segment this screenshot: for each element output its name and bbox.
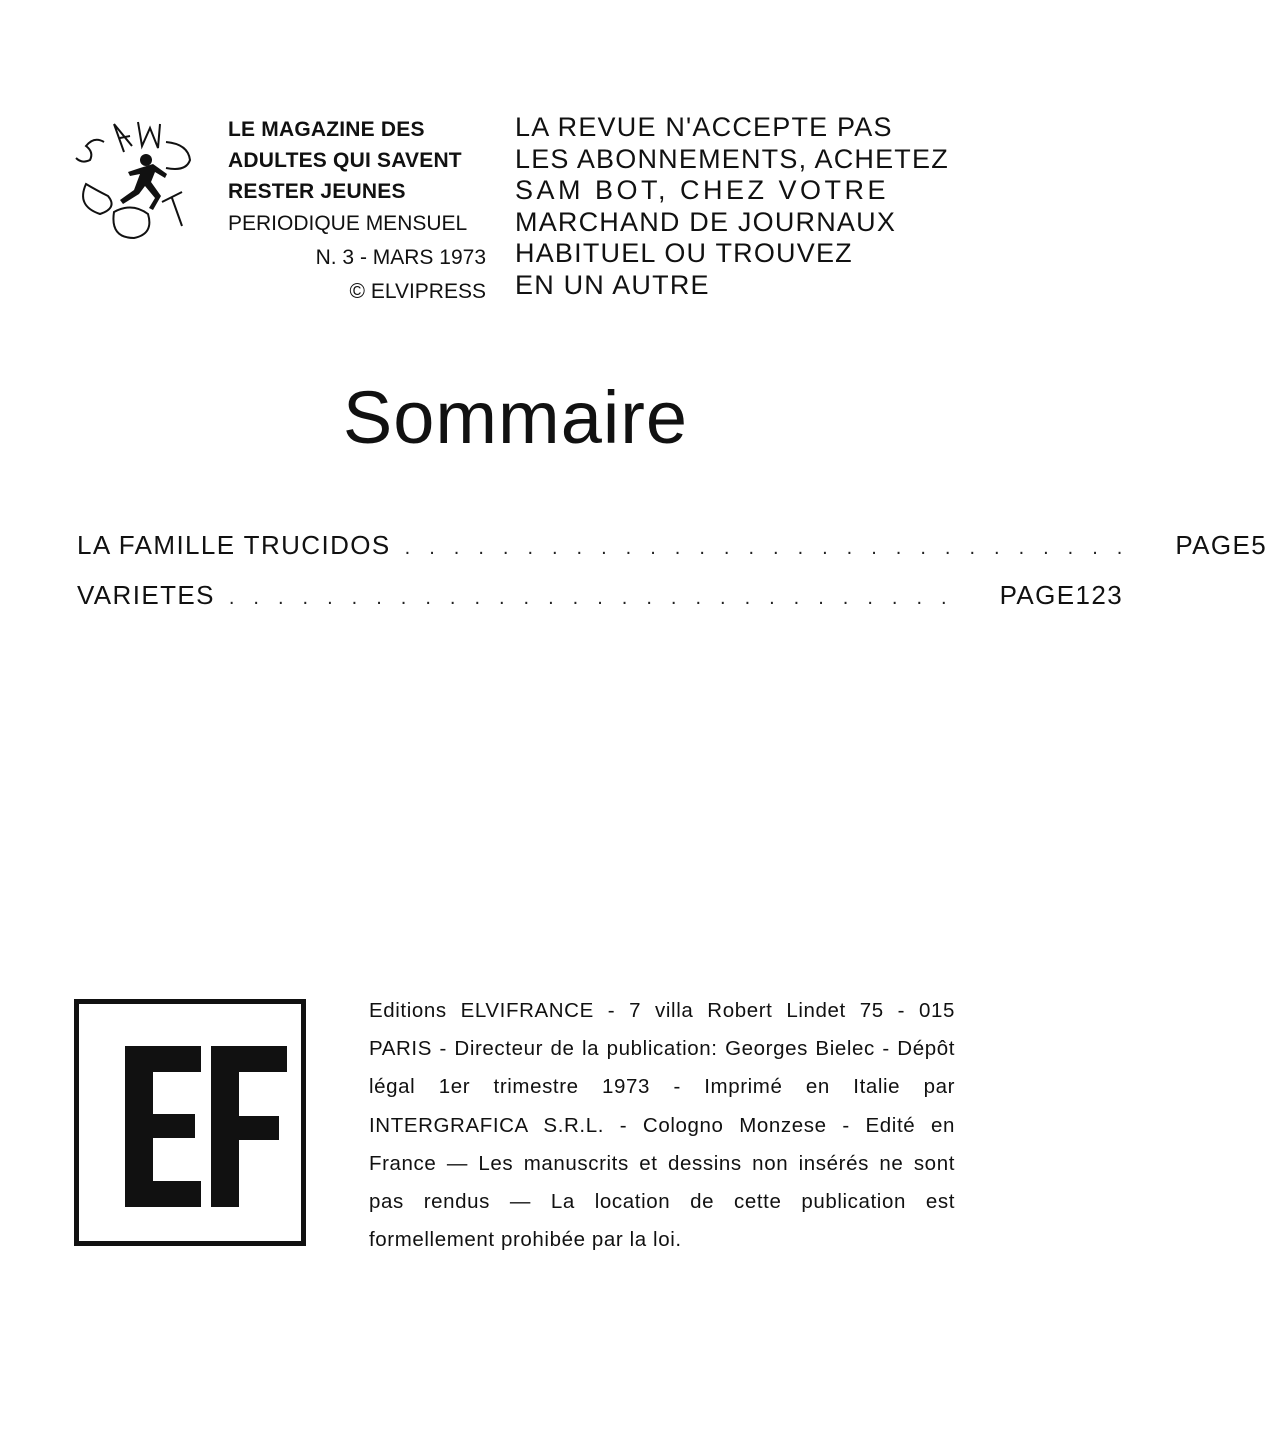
table-of-contents <box>77 530 1267 630</box>
notice-line: SAM BOT, CHEZ VOTRE <box>515 175 890 206</box>
toc-page-number: 5 <box>1251 530 1267 560</box>
toc-entry[interactable] <box>77 580 1124 630</box>
tagline-line: ADULTES QUI SAVENT <box>228 149 462 172</box>
toc-entry-label: VARIETES <box>77 580 215 610</box>
tagline-line: RESTER JEUNES <box>228 180 406 203</box>
sam-bot-logo <box>74 112 196 247</box>
issue-number: N. 3 - MARS 1973 <box>315 246 486 269</box>
toc-leader-dots: .............................. <box>228 587 966 609</box>
toc-page-ref <box>1175 530 1267 561</box>
magazine-tagline <box>228 114 486 309</box>
tagline-line: LE MAGAZINE DES <box>228 118 425 141</box>
copyright: © ELVIPRESS <box>349 280 486 303</box>
publisher-logo <box>74 999 306 1246</box>
notice-line: HABITUEL OU TROUVEZ <box>515 238 853 269</box>
toc-entry[interactable] <box>77 530 1267 580</box>
toc-entry-label: LA FAMILLE TRUCIDOS <box>77 530 391 560</box>
notice-line: LES ABONNEMENTS, ACHETEZ <box>515 143 949 174</box>
notice-line: EN UN AUTRE <box>515 269 710 300</box>
toc-leader-dots: .............................. <box>404 537 1142 559</box>
running-man-logo-icon <box>74 112 196 247</box>
ef-logo-icon <box>79 1004 301 1241</box>
subscription-notice <box>515 112 965 302</box>
toc-page-number: 123 <box>1075 580 1124 610</box>
toc-page-ref <box>1000 580 1124 611</box>
page-title: Sommaire <box>342 376 689 459</box>
periodicity: PERIODIQUE MENSUEL <box>228 212 468 235</box>
legal-imprint: Editions ELVIFRANCE - 7 villa Robert Lindet 75 - 015 PARIS - Directeur de la publication: Georges Bielec - Dépôt légal 1er trimestre 1973 - Imprimé en Italie par INTERGRAFICA S.R.L. - Cologno Monzese - Edité en France — Les manuscrits et dessins non insérés ne sont pas rendus — La location de cette publication est formellement prohibée par la loi. <box>369 999 955 1252</box>
notice-line: LA REVUE N'ACCEPTE PAS <box>515 112 893 142</box>
notice-line: MARCHAND DE JOURNAUX <box>515 206 897 237</box>
toc-page-word: PAGE <box>1175 530 1252 560</box>
toc-page-word: PAGE <box>999 580 1076 610</box>
